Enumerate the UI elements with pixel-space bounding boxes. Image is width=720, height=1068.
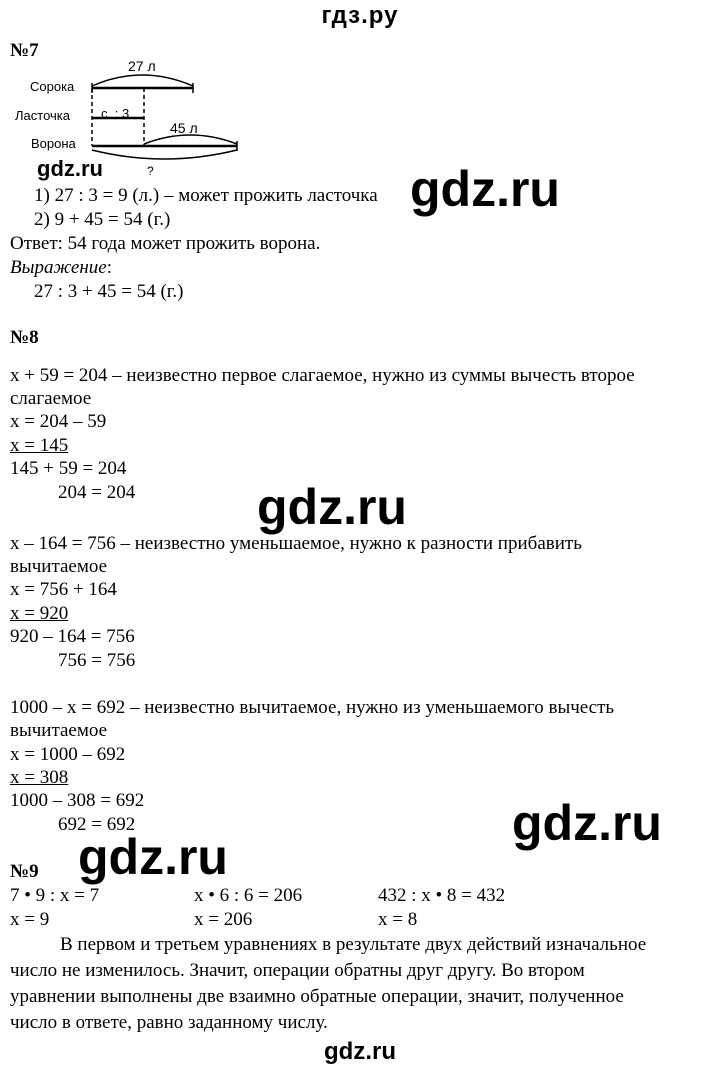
task-9-paragraph-line3: уравнении выполнены две взаимно обратные операции, значит, полученное	[10, 986, 624, 1007]
diagram-label-vorona: Ворона	[31, 136, 76, 151]
task-8-eq2-check2: 756 = 756	[58, 650, 136, 671]
diagram-extra-label: 45 л	[170, 120, 198, 136]
task-8-eq1-check2: 204 = 204	[58, 482, 136, 503]
task-8-eq1-result: x = 145	[10, 435, 69, 456]
task-9-number: №9	[10, 861, 39, 882]
watermark-large-3: gdz.ru	[512, 795, 662, 851]
task-8-eq2-step: x = 756 + 164	[10, 579, 117, 600]
watermark-small: gdz.ru	[37, 156, 103, 181]
task-9-ans3: x = 8	[378, 909, 418, 930]
site-header: гдз.ру	[321, 2, 399, 29]
watermark-large-4: gdz.ru	[78, 829, 228, 885]
diagram-label-lastochka: Ласточка	[15, 108, 70, 123]
task-8-eq3-step: x = 1000 – 692	[10, 744, 126, 765]
task-9-paragraph-line1: В первом и третьем уравнениях в результате двух действий изначальное	[60, 934, 647, 955]
task-9-paragraph-line4: число в ответе, равно заданному числу.	[10, 1012, 328, 1033]
diagram-question: ?	[147, 164, 154, 178]
task-9-ans1: x = 9	[10, 909, 50, 930]
task-7-step-2: 2) 9 + 45 = 54 (г.)	[34, 209, 171, 230]
task-7-expression-label: Выражение	[10, 257, 107, 278]
watermark-bottom: gdz.ru	[324, 1038, 396, 1065]
task-8-eq1-step: x = 204 – 59	[10, 411, 107, 432]
task-8-eq1-line2: слагаемое	[10, 388, 92, 409]
task-8-eq3-line2: вычитаемое	[10, 720, 108, 741]
diagram-label-soroka: Сорока	[30, 79, 75, 94]
diagram-segment-label: с. : 3	[101, 106, 130, 121]
task-7-number: №7	[10, 40, 39, 61]
diagram-lines	[0, 60, 260, 170]
task-8-eq3-check1: 1000 – 308 = 692	[10, 790, 145, 811]
watermark-large-2: gdz.ru	[257, 479, 407, 535]
watermark-large-1: gdz.ru	[410, 161, 560, 217]
task-9-ans2: x = 206	[194, 909, 253, 930]
task-8-eq3-check2: 692 = 692	[58, 814, 136, 835]
task-9-eq2: x • 6 : 6 = 206	[194, 885, 303, 906]
task-8-eq2-line1: x – 164 = 756 – неизвестно уменьшаемое, нужно к разности прибавить	[10, 533, 582, 554]
diagram-top-label: 27 л	[128, 58, 156, 74]
task-9-eq3: 432 : x • 8 = 432	[378, 885, 506, 906]
task-7-answer: Ответ: 54 года может прожить ворона.	[10, 233, 321, 254]
task-9-paragraph-line2: число не изменилось. Значит, операции обратны друг другу. Во втором	[10, 960, 585, 981]
task-7-step-1: 1) 27 : 3 = 9 (л.) – может прожить ласточка	[34, 185, 378, 206]
task-8-eq1-check1: 145 + 59 = 204	[10, 458, 127, 479]
task-8-eq3-line1: 1000 – x = 692 – неизвестно вычитаемое, нужно из уменьшаемого вычесть	[10, 697, 615, 718]
task-8-eq2-check1: 920 – 164 = 756	[10, 626, 135, 647]
task-9-eq1: 7 • 9 : x = 7	[10, 885, 100, 906]
task-8-eq1-line1: x + 59 = 204 – неизвестно первое слагаемое, нужно из суммы вычесть второе	[10, 365, 635, 386]
task-8-eq2-result: x = 920	[10, 603, 69, 624]
task-8-eq3-result: x = 308	[10, 767, 69, 788]
task-7-expression-colon: :	[106, 257, 112, 278]
task-7-expression-label-line	[10, 257, 112, 279]
task-7-expression: 27 : 3 + 45 = 54 (г.)	[34, 281, 184, 302]
task-8-eq2-line2: вычитаемое	[10, 556, 108, 577]
task-8-number: №8	[10, 327, 39, 348]
